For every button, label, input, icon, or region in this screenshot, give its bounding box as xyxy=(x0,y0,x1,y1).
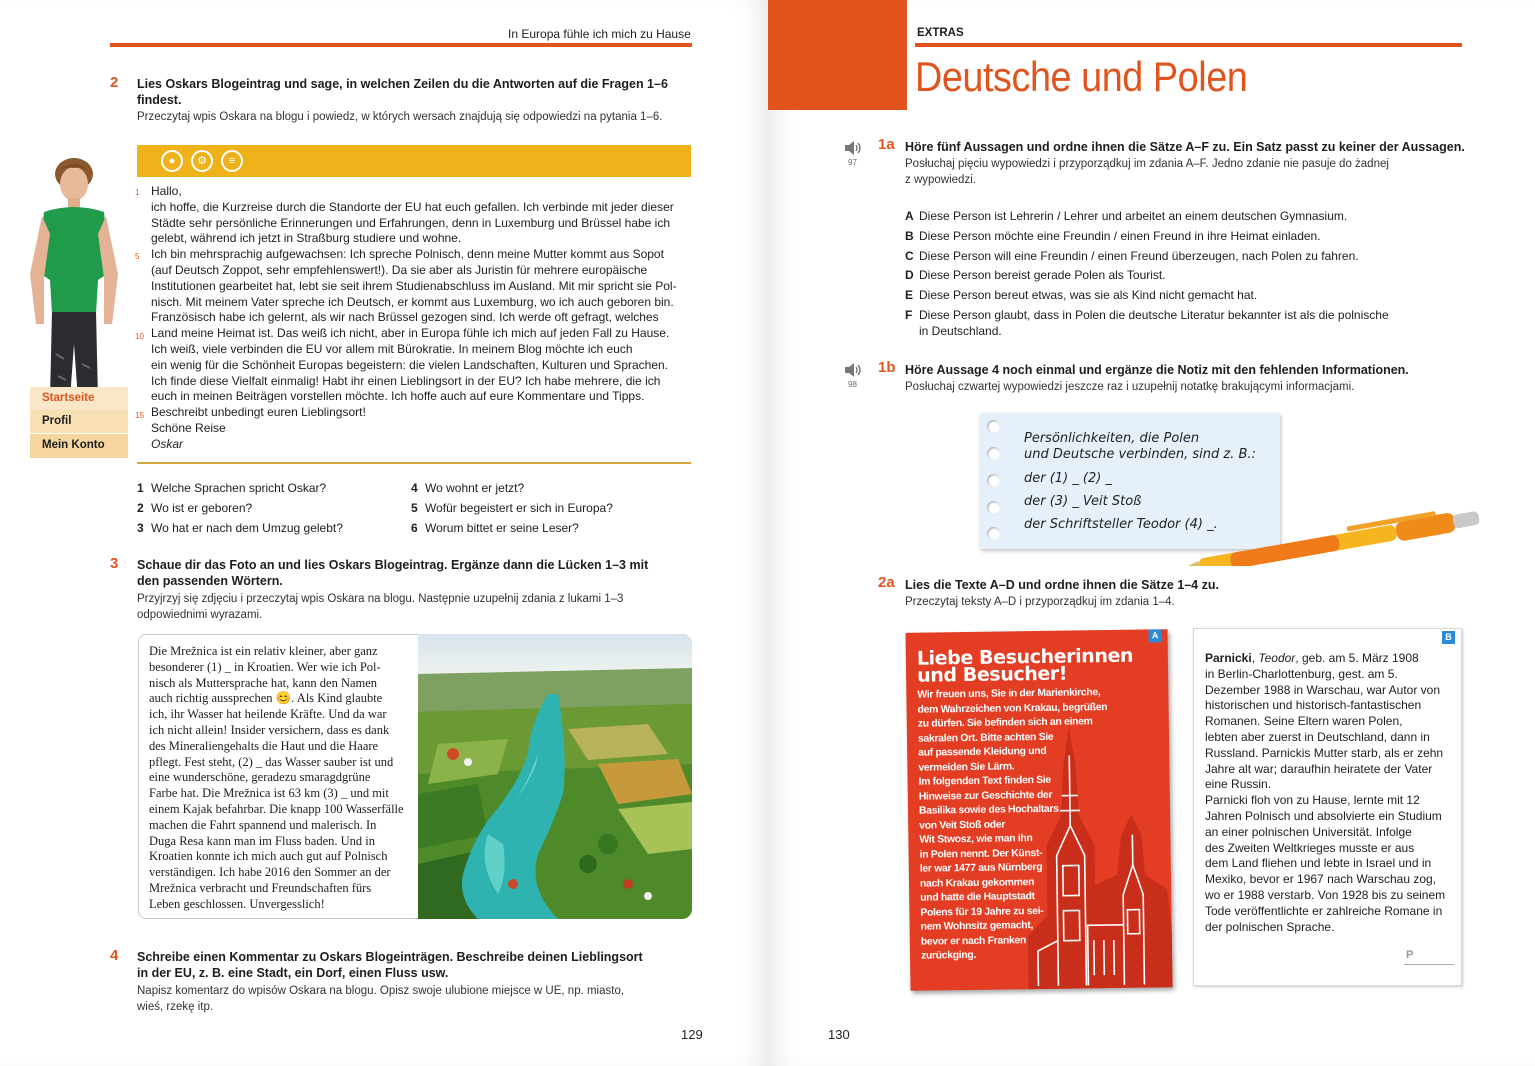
line-number: 1 xyxy=(135,188,140,197)
page-number-left: 129 xyxy=(681,1027,703,1042)
exercise-4-number: 4 xyxy=(110,947,119,964)
exercise-3-instruction-de: Schaue dir das Foto an und lies Oskars Blogeintrag. Ergänze dann die Lücken 1–3 mit den passenden Wörtern. xyxy=(137,558,649,588)
answer-line[interactable] xyxy=(1404,964,1454,965)
note-line: und Deutsche verbinden, sind z. B.: xyxy=(1024,447,1256,462)
note-line: Persönlichkeiten, die Polen xyxy=(1024,431,1200,446)
exercise-1a-instruction-pl: Posłuchaj pięciu wypowiedzi i przyporządkuj im zdania A–F. Jedno zdanie nie pasuje do żadnej z wypowiedzi. xyxy=(905,158,1389,186)
exercise-2a-instruction-de: Lies die Texte A–D und ordne ihnen die Sätze 1–4 zu. xyxy=(905,578,1219,592)
page-title: Deutsche und Polen xyxy=(915,53,1248,100)
notepad-ring xyxy=(987,447,1000,460)
audio-icon[interactable] xyxy=(843,362,863,378)
oskar-photo xyxy=(16,154,128,399)
sidebar-item-profil[interactable]: Profil xyxy=(30,410,128,433)
exercise-4-instruction-de: Schreibe einen Kommentar zu Oskars Blogeinträgen. Beschreibe deinen Lieblingsort in der EU, z. B. eine Stadt, ein Dorf, einen Fluss usw. xyxy=(137,950,643,980)
exercise-2a-number: 2a xyxy=(878,574,895,591)
blog-post: Hallo, ich hoffe, die Kurzreise durch die Standorte der EU hat euch gefallen. Ich verbinde mit jeder dieser Städte sehr persönliche Erinnerungen und Erfahrungen, denn in Luxemburg und Brüssel habe ich gelebt, während ich jetzt in Straßburg studiere und wohne. Ich bin mehrsprachig aufgewachsen: Ich spreche Polnisch, denn meine Mutter kommt aus Sopot (auf Deutsch Zoppot, sehr empfehlenswert!). Da sie aber als Juristin für mehrere europäische Institutionen gearbeitet hat, lebt sie seit ihrem Studienabschluss im Ausland. Mit mir spricht sie Pol- nisch. Mit meinem Vater spreche ich Deutsch, er kommt aus Luxemburg, wo ich auch geboren bin. Französisch habe ich gelernt, als wir nach Brüssel gezogen sind. Ich werde oft gefragt, welches Land meine Heimat ist. Das weiß ich nicht, aber in Europa fühle ich mich auf jeden Fall zu Hause. Ich weiß, viele verbinden die EU vor allem mit Bürokratie. In meinem Blog möchte ich euch ein wenig für die Schönheit Europas begeistern: die vielen Landschaften, Kulturen und Sprachen. Ich finde diese Vielfalt einmalig! Habt ihr einen Lieblingsort in der EU? Ich habe mehrere, die ich euch in meinen Beiträgen vorstellen möchte. Ich hoffe auch auf eure Kommentare und Tipps. Beschreibt unbedingt euren Lieblingsort! Schöne Reise Oskar xyxy=(151,184,677,451)
exercise-1a-instruction-de: Höre fünf Aussagen und ordne ihnen die Sätze A–F zu. Ein Satz passt zu keiner der Aussagen. xyxy=(905,140,1465,154)
sidebar-item-startseite[interactable]: Startseite xyxy=(30,387,128,410)
card-b-text: Parnicki, Teodor, geb. am 5. März 1908 in Berlin-Charlottenburg, gest. am 5. Dezember 1988 in Warschau, war Autor von historischen und historisch-fantastischen Romanen. Seine Eltern waren Polen, lebten aber zuerst in Deutschland, dann in Russland. Parnickis Mutter starb, als er zehn Jahre alt war; daraufhin heiratete der Vater eine Russin. Parnicki floh von zu Hause, lernte mit 12 Jahren Polnisch und absolvierte ein Studium an einer polnischen Universität. Infolge des Zweiten Weltkrieges musste er aus dem Land fliehen und lebte in Israel und in Mexiko, bevor er 1967 nach Warschau zog, wo er 1988 verstarb. Von 1928 bis zu seinem Tode veröffentlichte er zahlreiche Romane in der polnischen Sprache. xyxy=(1205,651,1446,934)
text-card-b xyxy=(1193,628,1462,986)
card-a-title: Liebe Besucherinnen und Besucher! xyxy=(916,644,1134,687)
statement-item: A Diese Person ist Lehrerin / Lehrer und arbeitet an einem deutschen Gymnasium. xyxy=(905,209,1348,223)
audio-icon[interactable] xyxy=(843,140,863,156)
exercise-4-instruction-pl: Napisz komentarz do wpisów Oskara na blogu. Opisz swoje ulubione miejsce w UE, np. miasto, wieś, rzekę itp. xyxy=(137,985,625,1013)
header-rule xyxy=(110,43,692,47)
notepad-ring xyxy=(987,474,1000,487)
exercise-3-instruction-pl: Przyjrzyj się zdjęciu i przeczytaj wpis Oskara na blogu. Następnie uzupełnij zdania z lukami 1–3 odpowiednimi wyrazami. xyxy=(137,593,624,621)
question-item: 4 Wo wohnt er jetzt? xyxy=(411,481,525,495)
extras-color-block xyxy=(768,0,907,110)
note-line: der (3) _ Veit Stoß xyxy=(1024,494,1142,509)
question-item: 6 Worum bittet er seine Leser? xyxy=(411,521,579,535)
exercise-1a-number: 1a xyxy=(878,136,895,153)
gear-icon[interactable]: ⚙ xyxy=(191,150,213,172)
blog-toolbar xyxy=(137,145,691,177)
audio-track-number: 98 xyxy=(848,380,857,389)
page-number-right: 130 xyxy=(828,1027,850,1042)
exercise-2-instruction-pl: Przeczytaj wpis Oskara na blogu i powiedz, w których wersach znajdują się odpowiedzi na pytania 1–6. xyxy=(137,111,663,123)
notepad-ring xyxy=(987,501,1000,514)
line-number: 10 xyxy=(135,332,144,341)
card-a-text: Wir freuen uns, Sie in der Marienkirche, dem Wahrzeichen von Krakau, begrüßen zu dürfen. Sie befinden sich an einem sakralen Ort. Bitte achten Sie auf passende Kleidung und vermeiden Sie Lärm. Im folgenden Text finden Sie Hinweise zur Geschichte der Basilika sowie des Hochaltars von Veit Stoß oder Wit Stwosz, wie man ihn in Polen nennt. Der Künst- ler war 1477 aus Nürnberg nach Krakau gekommen und hatte die Hauptstadt Polens für 19 Jahre zu sei- nem Wohnsitz gemacht, bevor er nach Franken zurückging. xyxy=(917,687,1108,962)
mreznica-text: Die Mrežnica ist ein relativ kleiner, aber ganz besonderer (1) _ in Kroatien. Wer wie ich Pol- nisch als Muttersprache hat, kann den Namen auch richtig aussprechen 😊. Als Kind glaubte ich, ihr Wasser hat heilende Kräfte. Und da war ich nicht allein! Insider versichern, dass es dank des Mineraliengehalts die Haut und die Haare pflegt. Fest steht, (2) _ das Wasser sauber ist und eine wunderschöne, geradezu smaragdgrüne Farbe hat. Die Mrežnica ist 63 km (3) _ und mit einem Kajak befahrbar. Die knapp 100 Wasserfälle machen die Fahrt spannend und malerisch. In Duga Resa kann man im Fluss baden. Und in Kroatien konnte ich mich auch gut auf Polnisch verständigen. Ich habe 2016 den Sommer an der Mrežnica verbracht und Freundschaften fürs Leben geschlossen. Unvergesslich! xyxy=(138,634,420,919)
exercise-2a-instruction-pl: Przeczytaj teksty A–D i przyporządkuj im zdania 1–4. xyxy=(905,596,1175,608)
exercise-2-instruction-de: Lies Oskars Blogeintrag und sage, in welchen Zeilen du die Antworten auf die Fragen 1–6 findest. xyxy=(137,77,668,107)
note-line: der (1) _ (2) _ xyxy=(1024,471,1112,486)
user-icon[interactable]: ● xyxy=(161,150,183,172)
line-number: 5 xyxy=(135,252,140,261)
notepad-ring xyxy=(987,420,1000,433)
line-number: 15 xyxy=(135,411,144,420)
pen-illustration xyxy=(1168,508,1488,566)
statement-item: B Diese Person möchte eine Freundin / einen Freund in ihre Heimat einladen. xyxy=(905,229,1321,243)
notepad-ring xyxy=(987,527,1000,540)
statement-item: D Diese Person bereist gerade Polen als Tourist. xyxy=(905,268,1166,282)
exercise-1b-instruction-de: Höre Aussage 4 noch einmal und ergänze die Notiz mit den fehlenden Informationen. xyxy=(905,363,1409,377)
exercise-2-number: 2 xyxy=(110,74,119,91)
blog-divider xyxy=(137,462,691,464)
audio-track-number: 97 xyxy=(848,158,857,167)
note-line: der Schriftsteller Teodor (4) _. xyxy=(1024,517,1218,532)
section-label: EXTRAS xyxy=(917,27,964,39)
statement-item: E Diese Person bereut etwas, was sie als Kind nicht gemacht hat. xyxy=(905,288,1258,302)
exercise-3-number: 3 xyxy=(110,555,119,572)
sidebar-item-mein-konto[interactable]: Mein Konto xyxy=(30,434,128,458)
right-page xyxy=(768,0,1535,1066)
river-landscape-photo xyxy=(418,634,692,919)
menu-icon[interactable]: ≡ xyxy=(221,150,243,172)
exercise-1b-instruction-pl: Posłuchaj czwartej wypowiedzi jeszcze raz i uzupełnij notatkę brakującymi informacjami. xyxy=(905,381,1355,393)
card-badge: B xyxy=(1442,631,1455,644)
running-header: In Europa fühle ich mich zu Hause xyxy=(508,27,691,41)
statement-item: F Diese Person glaubt, dass in Polen die deutsche Literatur bekannter ist als die polnische in Deutschland. xyxy=(905,308,1389,338)
answer-label: P xyxy=(1406,949,1414,961)
header-rule xyxy=(915,43,1462,47)
text-card-a xyxy=(906,629,1173,991)
exercise-1b-number: 1b xyxy=(878,359,896,376)
question-item: 1 Welche Sprachen spricht Oskar? xyxy=(137,481,327,495)
question-item: 2 Wo ist er geboren? xyxy=(137,501,253,515)
question-item: 5 Wofür begeistert er sich in Europa? xyxy=(411,501,613,515)
card-badge: A xyxy=(1148,629,1161,642)
question-item: 3 Wo hat er nach dem Umzug gelebt? xyxy=(137,521,343,535)
statement-item: C Diese Person will eine Freundin / einen Freund überzeugen, nach Polen zu fahren. xyxy=(905,249,1359,263)
